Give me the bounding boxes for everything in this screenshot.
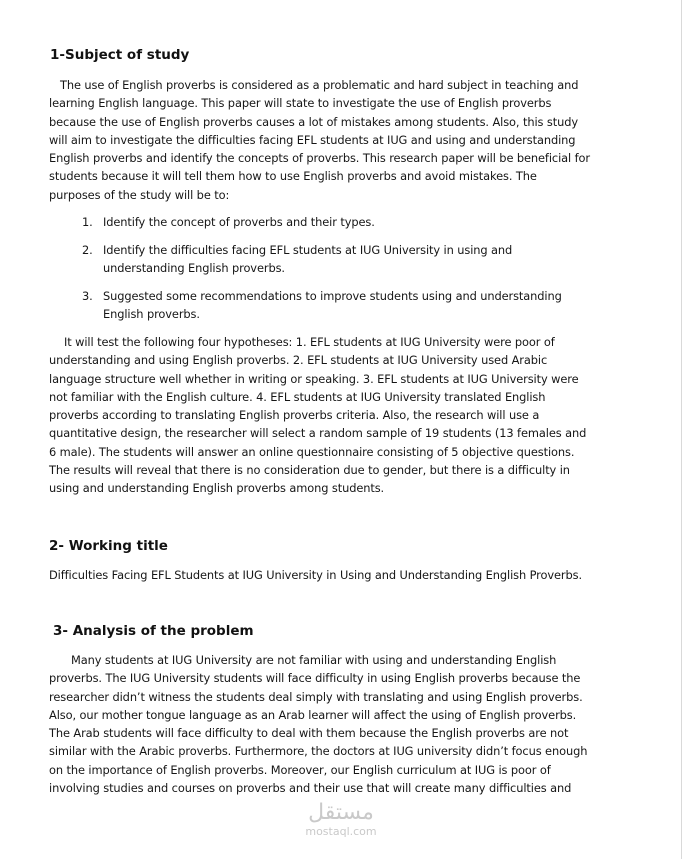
working-title-paragraph — [49, 566, 649, 584]
list-item-text: Identify the difficulties facing EFL students at IUG University in using and understanding English proverbs. — [103, 243, 513, 276]
watermark-arabic: مستقل — [308, 800, 374, 825]
list-item-number: 1. — [82, 215, 93, 229]
section-1-intro-text: The use of English proverbs is considered as a problematic and hard subject in teaching and learning English language. This paper will state to investigate the use of English proverbs because the use of English proverbs causes a lot of mistakes among students. Also, this study will aim to investigate the difficulties facing EFL students at IUG and using and understanding English proverbs and identify the concepts of proverbs. This research paper will be beneficial for students because it will tell them how to use English proverbs and avoid mistakes. The purposes of the study will be to: — [49, 78, 590, 202]
section-2-heading: 2- Working title — [49, 538, 168, 554]
section-1-heading: 1-Subject of study — [50, 47, 190, 63]
list-item-number: 3. — [82, 289, 93, 303]
working-title-text: Difficulties Facing EFL Students at IUG University in Using and Understanding English Proverbs. — [49, 568, 582, 582]
section-3-body-text: Many students at IUG University are not familiar with using and understanding English proverbs. The IUG University students will face difficulty in using English proverbs because the researcher didn’t witness the students deal simply with translating and using English proverbs. Also, our mother tongue language as an Arab learner will affect the using of English proverbs. The Arab students will face difficulty to deal with them because the English proverbs are not similar with the Arabic proverbs. Furthermore, the doctors at IUG university didn’t focus enough on the importance of English proverbs. Moreover, our English curriculum at IUG is poor of involving studies and courses on proverbs and their use that will create many difficulties and — [49, 653, 588, 796]
section-3-heading: 3- Analysis of the problem — [53, 623, 254, 639]
section-1-intro-paragraph — [49, 76, 591, 204]
list-item-text: Identify the concept of proverbs and their types. — [103, 215, 375, 229]
list-item-text: Suggested some recommendations to improve students using and understanding English proverbs. — [103, 289, 562, 322]
section-1-hypotheses-paragraph — [49, 333, 591, 498]
watermark-logo — [296, 800, 386, 844]
list-item-number: 2. — [82, 243, 93, 257]
section-1-hypotheses-text: It will test the following four hypotheses: 1. EFL students at IUG University were poor of understanding and using English proverbs. 2. EFL students at IUG University used Arabic language structure well whether in writing or speaking. 3. EFL students at IUG University were not familiar with the English culture. 4. EFL students at IUG University translated English proverbs according to translating English proverbs criteria. Also, the research will use a quantitative design, the researcher will select a random sample of 19 students (13 females and 6 male). The students will answer an online questionnaire consisting of 5 objective questions. The results will reveal that there is no consideration due to gender, but there is a difficulty in using and understanding English proverbs among students. — [49, 335, 587, 496]
section-3-body-paragraph — [49, 651, 594, 797]
watermark-latin: mostaql.com — [305, 825, 377, 838]
